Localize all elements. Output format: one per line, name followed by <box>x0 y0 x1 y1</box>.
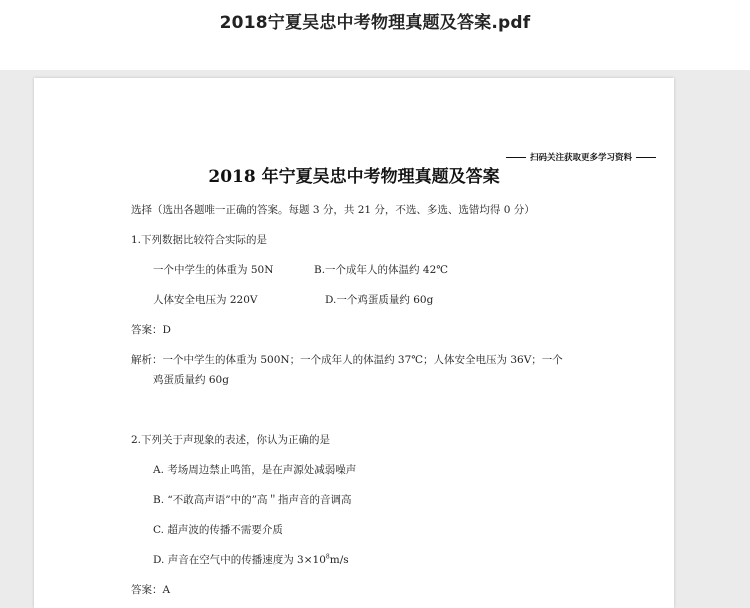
promo-rule-right <box>636 157 656 158</box>
q2-option-a: A. 考场周边禁止鸣笛，是在声源处减弱噪声 <box>153 464 357 476</box>
q2-option-d-exponent: 8 <box>325 553 330 561</box>
viewer-header <box>0 0 750 70</box>
file-title: 2018宁夏吴忠中考物理真题及答案.pdf <box>219 13 531 33</box>
q1-option-c: 人体安全电压为 220V <box>153 294 258 306</box>
q1-option-a: 一个中学生的体重为 50N <box>153 264 274 276</box>
q1-answer: 答案：D <box>131 324 171 336</box>
q1-analysis-line1: 解析：一个中学生的体重为 500N；一个成年人的体温约 37℃；人体安全电压为 36V；一个 <box>131 354 563 366</box>
document-title: 2018 年宁夏吴忠中考物理真题及答案 <box>208 167 500 187</box>
q1-option-d: D.一个鸡蛋质量约 60g <box>325 294 434 306</box>
promo-text: 扫码关注获取更多学习资料 <box>529 153 632 163</box>
q2-option-d-unit: m/s <box>329 554 349 566</box>
document-page <box>34 78 674 608</box>
q1-stem: 1.下列数据比较符合实际的是 <box>131 234 268 246</box>
q2-option-b: B. “不敢高声语”中的”高＂指声音的音调高 <box>153 494 352 506</box>
q2-option-d-text: D. 声音在空气中的传播速度为 3×10 <box>153 554 326 566</box>
q2-answer: 答案：A <box>131 584 171 596</box>
section-heading: 选择（选出各题唯一正确的答案。每题 3 分，共 21 分，不选、多选、选错均得 0 分） <box>131 204 535 216</box>
q2-stem: 2.下列关于声现象的表述，你认为正确的是 <box>131 434 331 446</box>
promo-rule-left <box>506 157 526 158</box>
q1-option-b: B.一个成年人的体温约 42℃ <box>314 264 448 276</box>
q1-analysis-line2: 鸡蛋质量约 60g <box>153 374 229 386</box>
q2-option-d <box>153 552 349 567</box>
q2-option-c: C. 超声波的传播不需要介质 <box>153 524 283 536</box>
